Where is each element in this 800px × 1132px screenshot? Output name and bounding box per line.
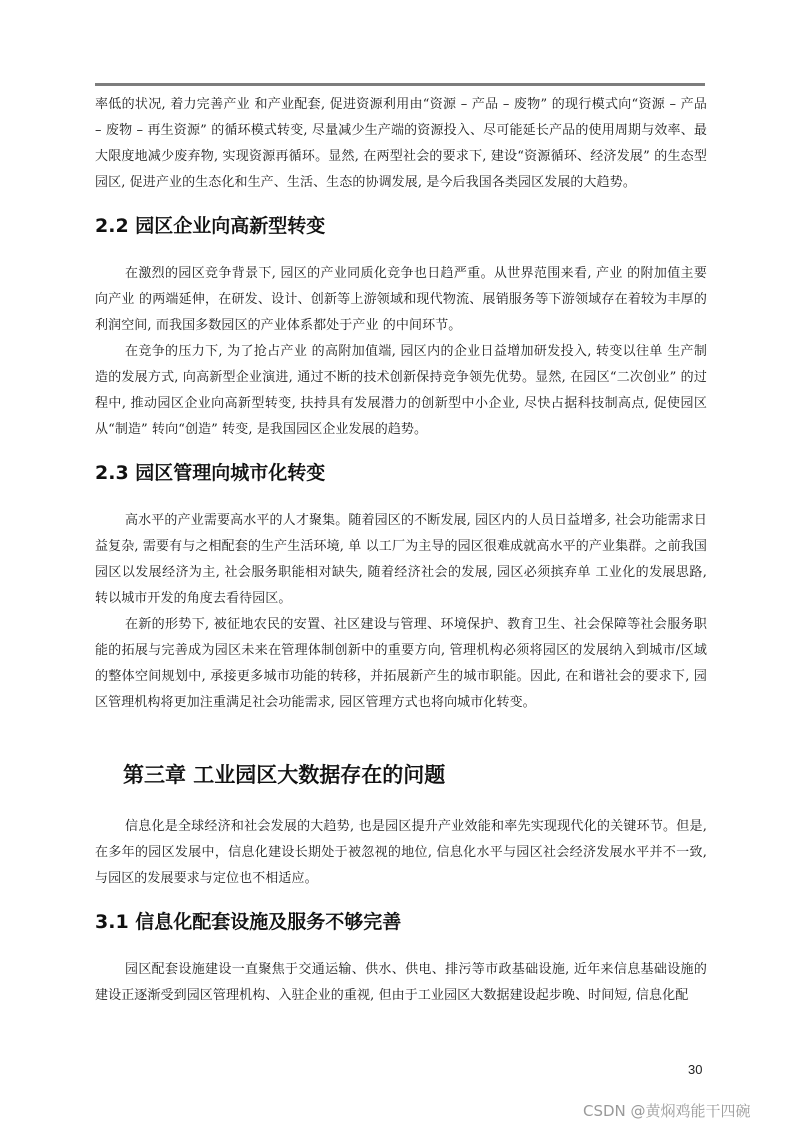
section-2-2-paragraph-2: 在竞争的压力下, 为了抢占产业 的高附加值端, 园区内的企业日益增加研发投入, 转变以往单 生产制造的发展方式, 向高新型企业演进, 通过不断的技术创新保持竞争领先优势。显然, 在园区“二次创业” 的过程中, 推动园区企业向高新型转变, 扶持具有发展潜力的创新型中小企业, 尽快占据科技制高点, 促使园区从“制造” 转向“创造” 转变, 是我国园区企业发展的趋势。 [95,344,707,437]
chapter-3-paragraph: 信息化是全球经济和社会发展的大趋势, 也是园区提升产业效能和率先实现现代化的关键环节。但是, 在多年的园区发展中，信息化建设长期处于被忽视的地位, 信息化水平与园区社会经济发展水平并不一致, 与园区的发展要求与定位也不相适应。 [95,819,707,886]
header-rule [95,83,705,86]
section-2-3-heading: 2.3 园区管理向城市化转变 [95,462,326,484]
chapter-3-heading: 第三章 工业园区大数据存在的问题 [123,763,446,787]
intro-paragraph: 率低的状况, 着力完善产业 和产业配套, 促进资源利用由“资源 – 产品 – 废物” 的现行模式向“资源 – 产品 – 废物 – 再生资源” 的循环模式转变, 尽量减少生产端的资源投入、尽可能延长产品的使用周期与效率、最大限度地减少废弃物, 实现资源再循环。显然, 在两型社会的要求下, 建设“资源循环、经济发展” 的生态型园区, 促进产业的生态化和生产、生活、生态的协调发展, 是今后我国各类园区发展的大趋势。 [95,97,707,190]
section-2-2-heading: 2.2 园区企业向高新型转变 [95,215,326,237]
page-content [95,92,707,1009]
section-3-1-paragraph: 园区配套设施建设一直聚焦于交通运输、供水、供电、排污等市政基础设施, 近年来信息基础设施的建设正逐渐受到园区管理机构、入驻企业的重视, 但由于工业园区大数据建设起步晚、时间短, 信息化配 [95,962,707,1003]
page-number: 30 [688,1062,703,1077]
csdn-watermark: CSDN @黄焖鸡能干四碗 [583,1102,751,1120]
section-2-3-paragraph-2: 在新的形势下, 被征地农民的安置、社区建设与管理、环境保护、教育卫生、社会保障等社会服务职能的拓展与完善成为园区未来在管理体制创新中的重要方向, 管理机构必须将园区的发展纳入到城市/区域的整体空间规划中, 承接更多城市功能的转移，并拓展新产生的城市职能。因此, 在和谐社会的要求下, 园 区管理机构将更加注重满足社会功能需求, 园区管理方式也将向城市化转变。 [95,617,707,710]
section-2-2-paragraph-1: 在激烈的园区竞争背景下, 园区的产业同质化竞争也日趋严重。从世界范围来看, 产业 的附加值主要向产业 的两端延伸，在研发、设计、创新等上游领域和现代物流、展销服务等下游领域存在着较为丰厚的利润空间, 而我国多数园区的产业体系都处于产业 的中间环节。 [95,266,707,333]
section-3-1-heading: 3.1 信息化配套设施及服务不够完善 [95,911,402,933]
section-2-3-paragraph-1: 高水平的产业需要高水平的人才聚集。随着园区的不断发展, 园区内的人员日益增多, 社会功能需求日益复杂, 需要有与之相配套的生产生活环境, 单 以工厂为主导的园区很难成就高水平的产业集群。之前我国园区以发展经济为主, 社会服务职能相对缺失, 随着经济社会的发展, 园区必须摈弃单 工业化的发展思路, 转以城市开发的角度去看待园区。 [95,513,707,606]
